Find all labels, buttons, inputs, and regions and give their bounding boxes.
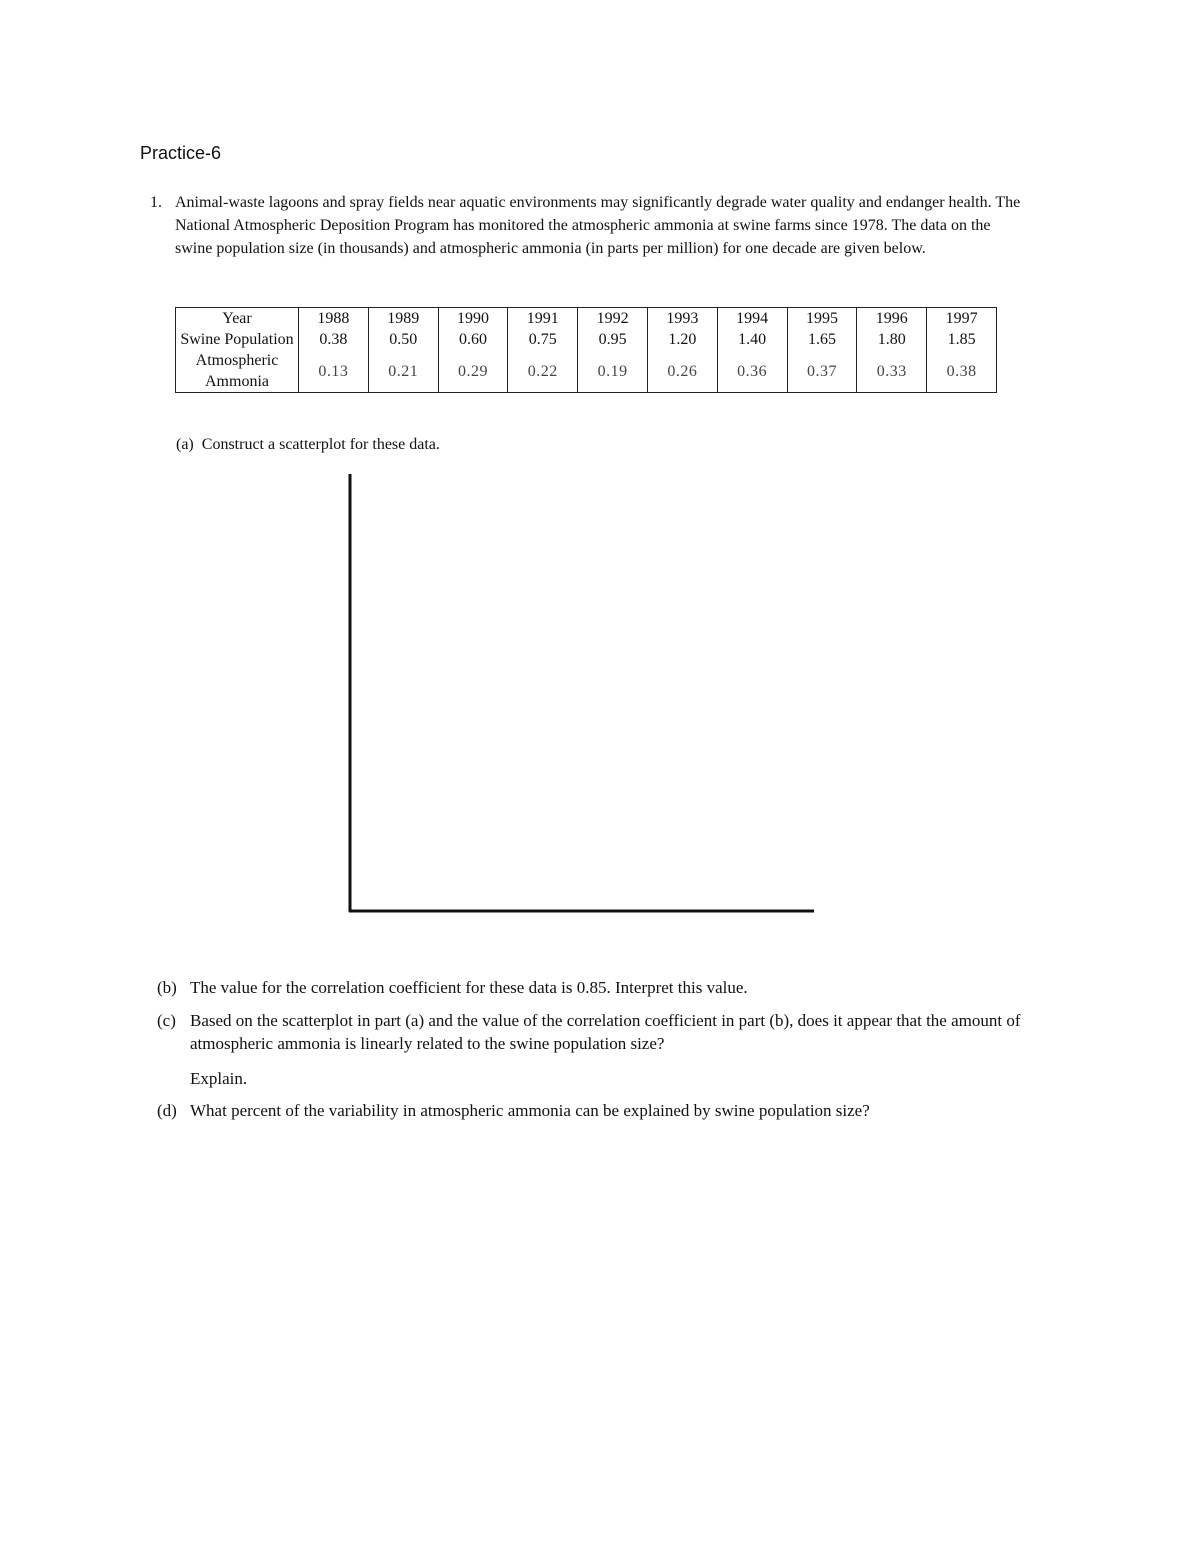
swine-cell: 0.60 (438, 329, 508, 350)
swine-cell: 1.80 (857, 329, 927, 350)
year-cell: 1990 (438, 308, 508, 330)
swine-cell: 1.20 (647, 329, 717, 350)
year-cell: 1992 (578, 308, 648, 330)
ammonia-cell: 0.33 (857, 350, 927, 393)
question-1 (150, 191, 1030, 260)
year-cell: 1996 (857, 308, 927, 330)
data-table (175, 307, 997, 393)
swine-cell: 0.50 (368, 329, 438, 350)
part-c-label: (c) (157, 1011, 176, 1030)
ammonia-cell: 0.36 (717, 350, 787, 393)
blank-scatterplot-axes (347, 474, 817, 916)
ammonia-cell: 0.19 (578, 350, 648, 393)
part-c (157, 1009, 1057, 1090)
ammonia-cell: 0.37 (787, 350, 857, 393)
part-d-text: What percent of the variability in atmospheric ammonia can be explained by swine population size? (190, 1101, 870, 1120)
swine-cell: 1.85 (927, 329, 997, 350)
year-cell: 1994 (717, 308, 787, 330)
part-b (157, 976, 1057, 999)
year-cell: 1993 (647, 308, 717, 330)
swine-cell: 1.65 (787, 329, 857, 350)
part-a (176, 436, 440, 454)
year-cell: 1989 (368, 308, 438, 330)
part-a-label: (a) (176, 436, 194, 453)
year-label: Year (176, 308, 299, 330)
year-row (176, 308, 997, 330)
year-cell: 1988 (299, 308, 369, 330)
swine-cell: 0.75 (508, 329, 578, 350)
year-cell: 1991 (508, 308, 578, 330)
part-d-label: (d) (157, 1101, 177, 1120)
ammonia-cell: 0.22 (508, 350, 578, 393)
ammonia-cell: 0.29 (438, 350, 508, 393)
part-b-label: (b) (157, 978, 177, 997)
swine-row (176, 329, 997, 350)
swine-cell: 0.38 (299, 329, 369, 350)
question-number: 1. (150, 194, 162, 211)
page-title: Practice-6 (140, 143, 222, 163)
ammonia-cell: 0.26 (647, 350, 717, 393)
part-b-text: The value for the correlation coefficient for these data is 0.85. Interpret this value. (190, 978, 748, 997)
ammonia-cell: 0.38 (927, 350, 997, 393)
swine-cell: 0.95 (578, 329, 648, 350)
part-a-text: Construct a scatterplot for these data. (201, 436, 440, 453)
part-c-text: Based on the scatterplot in part (a) and the value of the correlation coefficient in part (b), does it appear that the amount of atmospheric ammonia is linearly related to the swine population size? (190, 1011, 1021, 1053)
question-text: Animal-waste lagoons and spray fields near aquatic environments may significantly degrade water quality and endanger health. The National Atmospheric Deposition Program has monitored the atmospheric ammonia at swine farms since 1978. The data on the swine population size (in thousands) and atmospheric ammonia (in parts per million) for one decade are given below. (175, 194, 1021, 257)
part-d (157, 1099, 1057, 1122)
ammonia-cell: 0.21 (368, 350, 438, 393)
part-c-explain: Explain. (190, 1069, 248, 1088)
swine-label: Swine Population (176, 329, 299, 350)
year-cell: 1995 (787, 308, 857, 330)
ammonia-cell: 0.13 (299, 350, 369, 393)
swine-cell: 1.40 (717, 329, 787, 350)
year-cell: 1997 (927, 308, 997, 330)
ammonia-row (176, 350, 997, 393)
ammonia-label: Atmospheric Ammonia (176, 350, 299, 393)
